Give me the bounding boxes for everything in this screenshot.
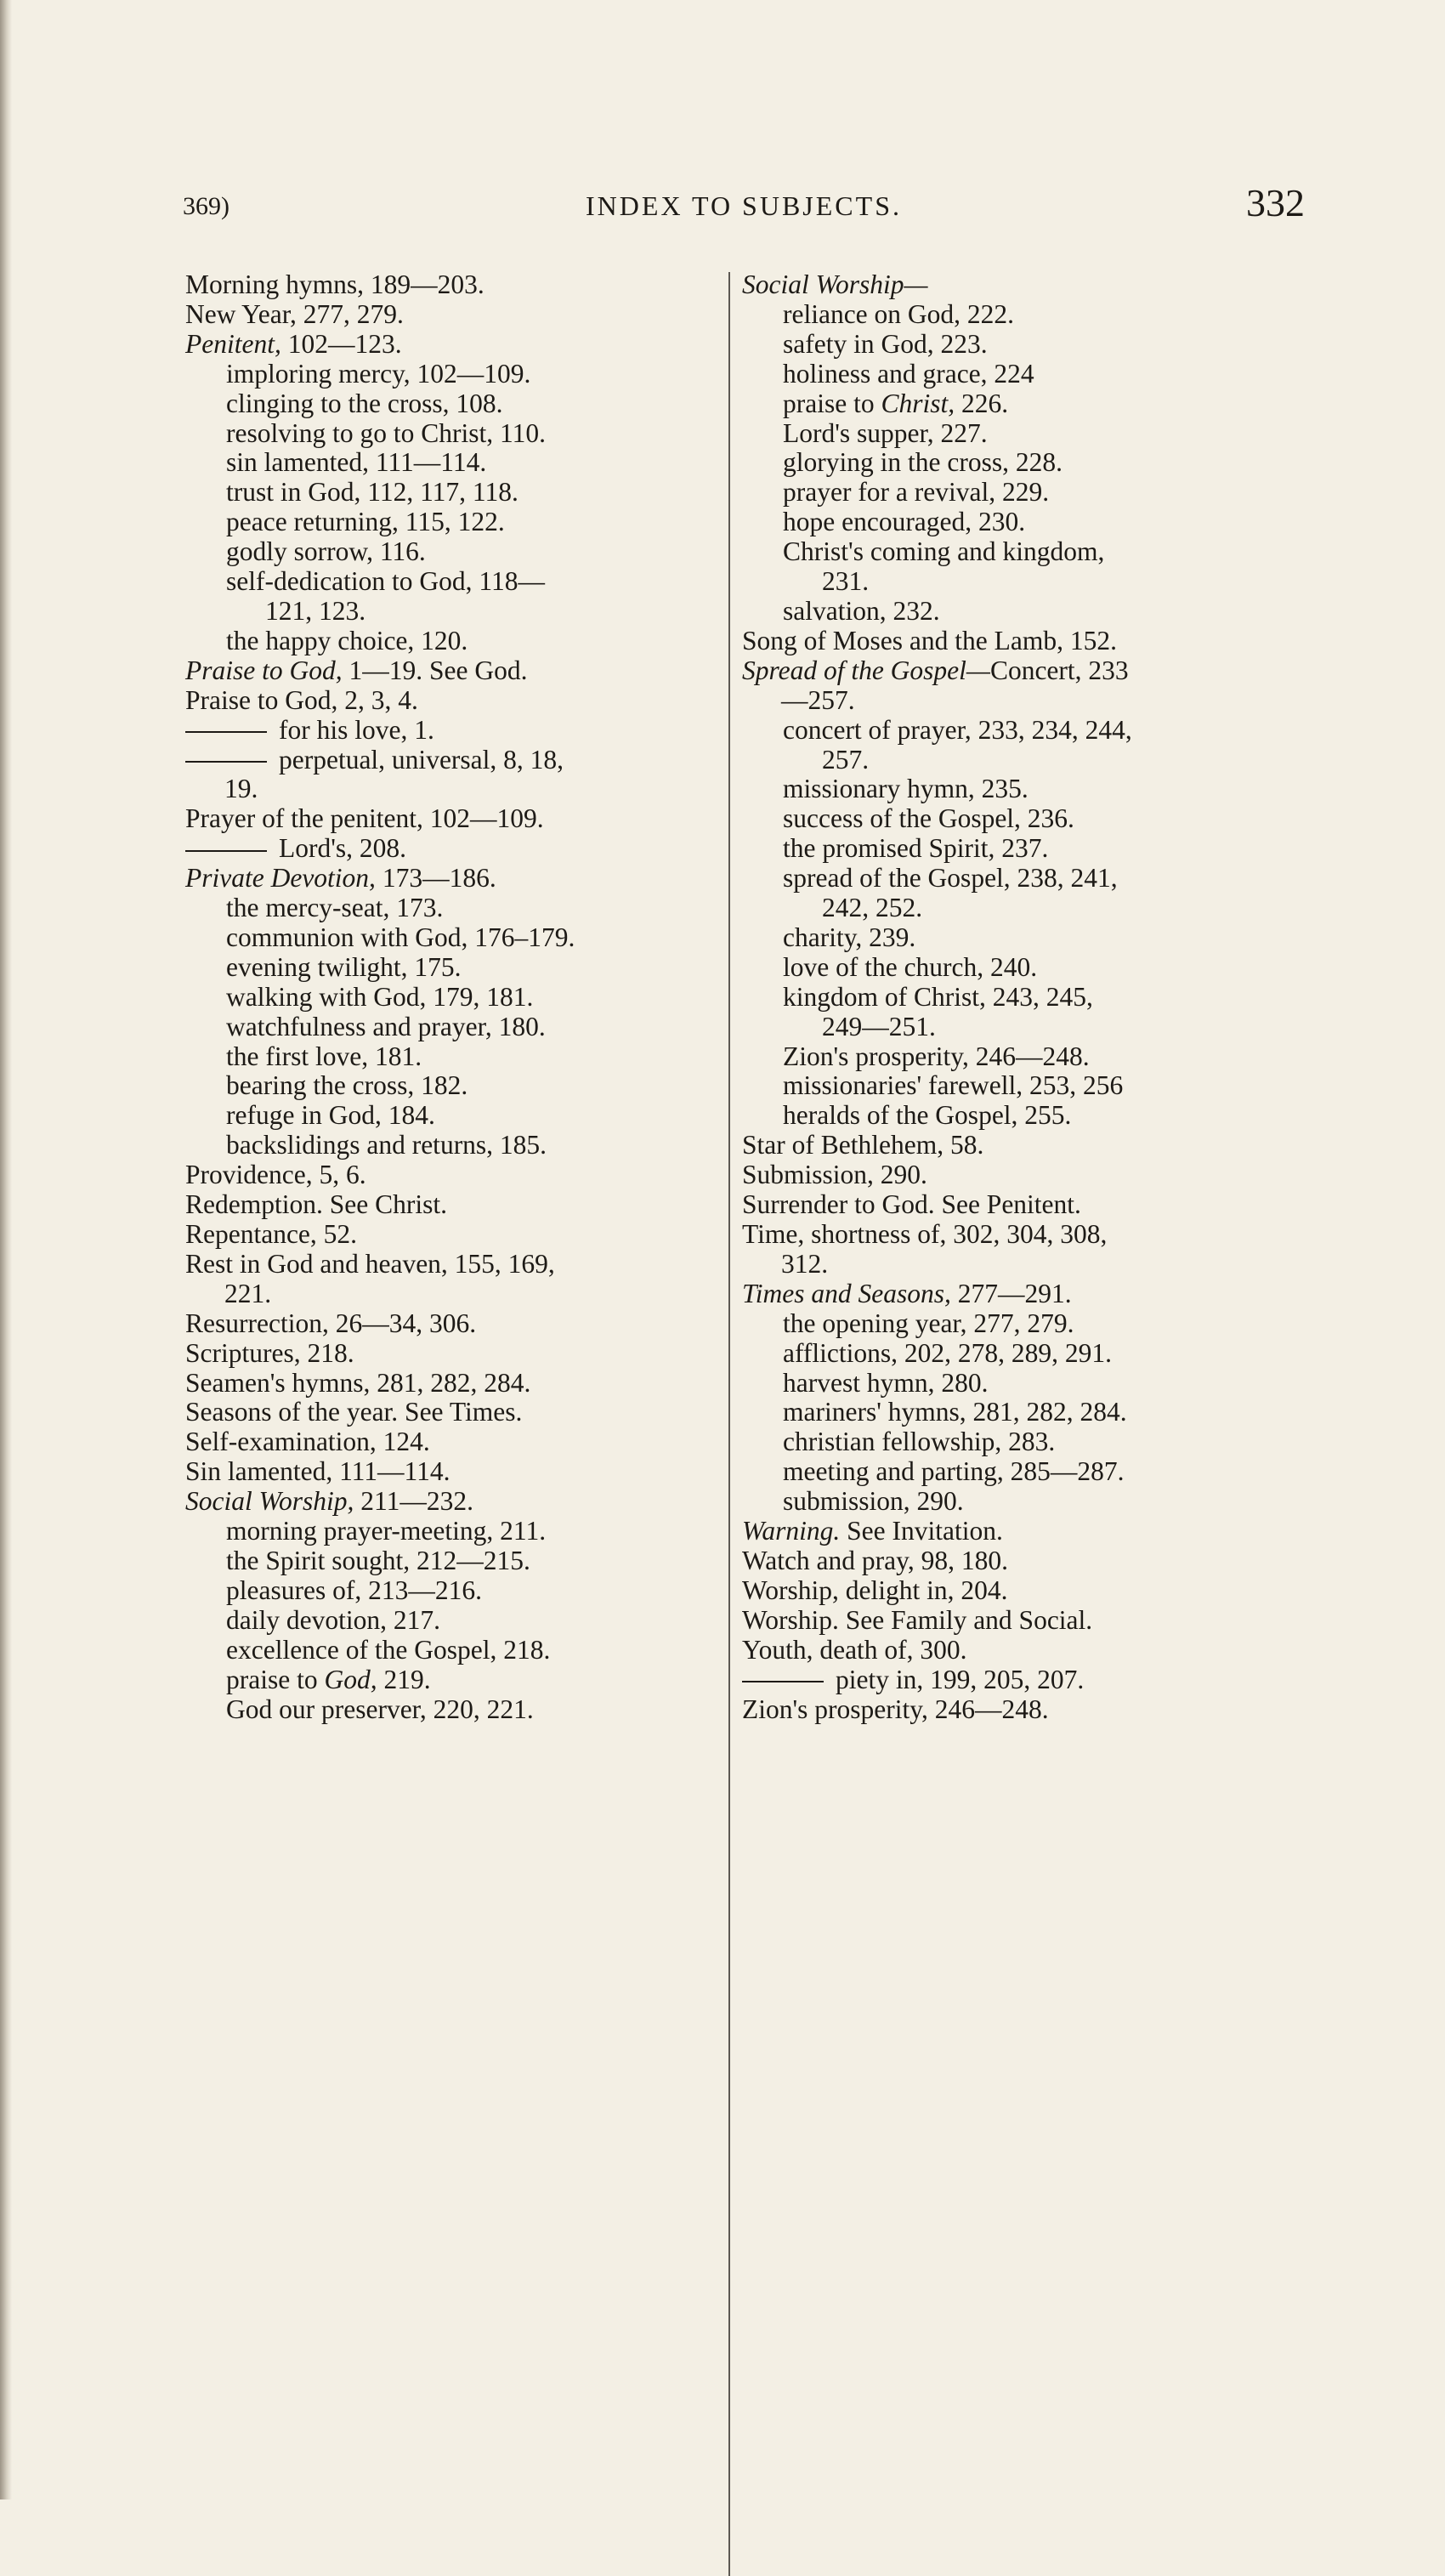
right-entry — [742, 1190, 1305, 1220]
page-number: 332 — [1246, 181, 1305, 224]
left-entry — [185, 686, 729, 716]
index-column-left — [185, 270, 729, 1724]
entry-text: the promised Spirit, 237. — [783, 833, 1049, 864]
right-entry — [742, 1369, 1305, 1399]
entry-references: 173—186. — [375, 863, 496, 894]
right-entry — [742, 1398, 1305, 1427]
entry-text: Time, shortness of, 302, 304, 308, — [742, 1219, 1108, 1249]
entry-text: excellence of the Gospel, 218. — [226, 1634, 551, 1665]
entry-text: 242, 252. — [822, 893, 923, 923]
index-column-right — [742, 270, 1305, 1724]
right-entry — [742, 1695, 1305, 1725]
entry-text: evening twilight, 175. — [226, 951, 462, 982]
entry-text: —257. — [781, 684, 855, 715]
right-entry — [742, 270, 1305, 300]
entry-text: Morning hymns, 189—203. — [185, 270, 484, 299]
right-entry — [742, 1487, 1305, 1517]
folio-left: 369) — [183, 192, 230, 220]
entry-text: Seamen's hymns, 281, 282, 284. — [185, 1367, 531, 1398]
right-entry — [742, 389, 1305, 419]
left-entry — [185, 300, 729, 330]
right-entry — [742, 1071, 1305, 1101]
entry-text: bearing the cross, 182. — [226, 1070, 468, 1101]
right-entry — [742, 1457, 1305, 1487]
right-entry — [742, 419, 1305, 449]
left-entry — [185, 1398, 729, 1427]
entry-references: 211—232. — [354, 1486, 473, 1517]
right-entry — [742, 864, 1305, 894]
left-entry — [185, 567, 729, 597]
left-entry — [185, 716, 729, 746]
entry-text: praise to — [226, 1664, 325, 1694]
right-entry — [742, 983, 1305, 1013]
right-entry — [742, 894, 1305, 923]
entry-text: Submission, 290. — [742, 1160, 927, 1190]
entry-text: Providence, 5, 6. — [185, 1160, 366, 1190]
entry-text: Worship. See Family and Social. — [742, 1604, 1093, 1635]
right-entry — [742, 1606, 1305, 1636]
entry-text: mariners' hymns, 281, 282, 284. — [783, 1397, 1127, 1427]
entry-text: Surrender to God. See Penitent. — [742, 1189, 1081, 1220]
left-entry — [185, 1131, 729, 1160]
entry-text: Prayer of the penitent, 102—109. — [185, 803, 544, 834]
entry-text: Lord's supper, 227. — [783, 417, 988, 448]
left-entry — [185, 656, 729, 686]
entry-references: 102—123. — [280, 328, 402, 359]
left-entry — [185, 389, 729, 419]
entry-text: charity, 239. — [783, 922, 916, 952]
entry-text: hope encouraged, 230. — [783, 507, 1026, 537]
entry-text: God our preserver, 220, 221. — [226, 1694, 534, 1724]
right-entry — [742, 716, 1305, 746]
entry-heading: Social Worship, — [185, 1486, 354, 1517]
entry-text: 257. — [822, 744, 870, 775]
entry-text: Resurrection, 26—34, 306. — [185, 1308, 477, 1338]
entry-text: self-dedication to God, 118— — [226, 566, 546, 597]
right-entry — [742, 656, 1305, 686]
entry-text: christian fellowship, 283. — [783, 1427, 1056, 1457]
entry-text: trust in God, 112, 117, 118. — [226, 477, 518, 508]
right-entry — [742, 1576, 1305, 1606]
left-entry — [185, 1517, 729, 1546]
ditto-dash — [742, 1681, 824, 1682]
entry-text: 19. — [224, 774, 258, 804]
entry-text: missionary hymn, 235. — [783, 774, 1028, 804]
right-entry — [742, 1160, 1305, 1190]
entry-text: the first love, 181. — [226, 1041, 422, 1071]
entry-text: 312. — [781, 1248, 829, 1279]
entry-text: piety in, 199, 205, 207. — [836, 1664, 1085, 1694]
left-entry — [185, 1220, 729, 1250]
entry-text: Repentance, 52. — [185, 1219, 358, 1249]
left-entry — [185, 1457, 729, 1487]
entry-italic: God, — [324, 1664, 377, 1694]
right-entry — [742, 1546, 1305, 1576]
left-entry — [185, 864, 729, 894]
entry-text: the Spirit sought, 212—215. — [226, 1545, 530, 1575]
entry-text: harvest hymn, 280. — [783, 1367, 989, 1398]
left-entry — [185, 1279, 729, 1309]
entry-text: pleasures of, 213—216. — [226, 1575, 482, 1605]
entry-text: Star of Bethlehem, 58. — [742, 1130, 984, 1160]
entry-text: prayer for a revival, 229. — [783, 477, 1050, 508]
book-spine-edge — [0, 0, 12, 2499]
left-entry — [185, 1695, 729, 1725]
left-entry — [185, 1576, 729, 1606]
left-entry — [185, 1606, 729, 1636]
right-entry — [742, 953, 1305, 983]
entry-text: peace returning, 115, 122. — [226, 507, 505, 537]
entry-text: safety in God, 223. — [783, 328, 988, 359]
right-entry — [742, 923, 1305, 953]
entry-text: Sin lamented, 111—114. — [185, 1456, 450, 1487]
entry-text: clinging to the cross, 108. — [226, 388, 503, 418]
left-entry — [185, 1071, 729, 1101]
entry-text: glorying in the cross, 228. — [783, 447, 1062, 478]
right-entry — [742, 1013, 1305, 1042]
entry-text: backslidings and returns, 185. — [226, 1130, 547, 1160]
right-entry — [742, 686, 1305, 716]
entry-text: holiness and grace, 224 — [783, 358, 1034, 389]
right-entry — [742, 1309, 1305, 1339]
entry-text: meeting and parting, 285—287. — [783, 1456, 1125, 1487]
column-divider — [728, 272, 730, 2576]
right-entry — [742, 627, 1305, 656]
entry-text: spread of the Gospel, 238, 241, — [783, 863, 1118, 894]
entry-text: success of the Gospel, 236. — [783, 803, 1074, 834]
right-entry — [742, 1517, 1305, 1546]
right-entry — [742, 448, 1305, 478]
entry-text: reliance on God, 222. — [783, 298, 1015, 329]
entry-text: Self-examination, 124. — [185, 1427, 430, 1457]
left-entry — [185, 1013, 729, 1042]
entry-text: Redemption. See Christ. — [185, 1189, 447, 1220]
entry-text: refuge in God, 184. — [226, 1100, 435, 1131]
entry-references: See Invitation. — [840, 1516, 1003, 1546]
entry-text: the opening year, 277, 279. — [783, 1308, 1074, 1338]
entry-text: Christ's coming and kingdom, — [783, 536, 1105, 567]
left-entry — [185, 775, 729, 804]
left-entry — [185, 478, 729, 508]
left-entry — [185, 834, 729, 864]
entry-heading: Times and Seasons, — [742, 1278, 951, 1308]
entry-text: resolving to go to Christ, 110. — [226, 417, 546, 448]
entry-text: Youth, death of, 300. — [742, 1634, 967, 1665]
entry-text: submission, 290. — [783, 1486, 964, 1517]
left-entry — [185, 983, 729, 1013]
entry-italic: Christ, — [881, 388, 955, 418]
left-entry — [185, 1339, 729, 1369]
entry-text: Rest in God and heaven, 155, 169, — [185, 1248, 555, 1279]
left-entry — [185, 804, 729, 834]
entry-text: sin lamented, 111—114. — [226, 447, 487, 478]
entry-text: Praise to God, 2, 3, 4. — [185, 684, 418, 715]
entry-text: the mercy-seat, 173. — [226, 893, 444, 923]
entry-text: 231. — [822, 566, 870, 597]
entry-text: heralds of the Gospel, 255. — [783, 1100, 1072, 1131]
entry-text: 221. — [224, 1278, 272, 1308]
left-entry — [185, 1042, 729, 1072]
right-entry — [742, 1042, 1305, 1072]
entry-text: praise to — [783, 388, 881, 418]
left-entry — [185, 894, 729, 923]
entry-text: Zion's prosperity, 246—248. — [742, 1694, 1049, 1724]
entry-text: Worship, delight in, 204. — [742, 1575, 1008, 1605]
entry-references: 226. — [955, 388, 1009, 418]
page-header — [183, 180, 1305, 231]
entry-text: 249—251. — [822, 1011, 936, 1041]
right-entry — [742, 804, 1305, 834]
right-entry — [742, 567, 1305, 597]
entry-text: missionaries' farewell, 253, 256 — [783, 1070, 1124, 1101]
left-entry — [185, 537, 729, 567]
right-entry — [742, 834, 1305, 864]
right-entry — [742, 1339, 1305, 1369]
entry-text: Scriptures, 218. — [185, 1337, 354, 1368]
right-entry — [742, 1250, 1305, 1279]
left-entry — [185, 1190, 729, 1220]
right-entry — [742, 537, 1305, 567]
right-entry — [742, 597, 1305, 627]
entry-references: 277—291. — [950, 1278, 1072, 1308]
right-entry — [742, 746, 1305, 775]
left-entry — [185, 1546, 729, 1576]
right-entry — [742, 1665, 1305, 1695]
entry-references: 1—19. See God. — [342, 655, 528, 685]
right-entry — [742, 508, 1305, 537]
right-entry — [742, 300, 1305, 330]
entry-text: kingdom of Christ, 243, 245, — [783, 981, 1093, 1012]
entry-text: Seasons of the year. See Times. — [185, 1397, 523, 1427]
ditto-dash — [185, 731, 267, 733]
left-entry — [185, 1309, 729, 1339]
entry-text: love of the church, 240. — [783, 951, 1038, 982]
entry-heading: Warning. — [742, 1516, 841, 1546]
right-entry — [742, 1279, 1305, 1309]
right-entry — [742, 1636, 1305, 1665]
entry-text: daily devotion, 217. — [226, 1604, 440, 1635]
entry-text: imploring mercy, 102—109. — [226, 358, 531, 389]
right-entry — [742, 478, 1305, 508]
entry-heading: Private Devotion, — [185, 863, 376, 894]
entry-text: concert of prayer, 233, 234, 244, — [783, 714, 1132, 745]
entry-text: communion with God, 176–179. — [226, 922, 575, 952]
entry-heading: Social Worship— — [742, 270, 928, 299]
right-entry — [742, 330, 1305, 360]
entry-text: afflictions, 202, 278, 289, 291. — [783, 1337, 1113, 1368]
left-entry — [185, 1636, 729, 1665]
right-entry — [742, 1101, 1305, 1131]
entry-text: 121, 123. — [265, 595, 366, 626]
ditto-dash — [185, 761, 267, 763]
right-entry — [742, 1131, 1305, 1160]
left-entry — [185, 1101, 729, 1131]
entry-text: watchfulness and prayer, 180. — [226, 1011, 546, 1041]
entry-text: Zion's prosperity, 246—248. — [783, 1041, 1090, 1071]
left-entry — [185, 419, 729, 449]
entry-text: perpetual, universal, 8, 18, — [279, 744, 564, 775]
entry-text: walking with God, 179, 181. — [226, 981, 534, 1012]
left-entry — [185, 1665, 729, 1695]
entry-text: morning prayer-meeting, 211. — [226, 1516, 547, 1546]
entry-heading: Praise to God, — [185, 655, 343, 685]
left-entry — [185, 953, 729, 983]
entry-text: New Year, 277, 279. — [185, 298, 404, 329]
entry-text: Lord's, 208. — [279, 833, 407, 864]
entry-references: 219. — [377, 1664, 431, 1694]
left-entry — [185, 746, 729, 775]
right-entry — [742, 360, 1305, 389]
left-entry — [185, 1160, 729, 1190]
entry-references: Concert, 233 — [989, 655, 1129, 685]
entry-text: Watch and pray, 98, 180. — [742, 1545, 1008, 1575]
right-entry — [742, 775, 1305, 804]
left-entry — [185, 330, 729, 360]
left-entry — [185, 627, 729, 656]
left-entry — [185, 597, 729, 627]
entry-heading: Penitent, — [185, 328, 281, 359]
entry-text: for his love, 1. — [279, 714, 434, 745]
left-entry — [185, 1487, 729, 1517]
entry-text: godly sorrow, 116. — [226, 536, 426, 567]
ditto-dash — [185, 850, 267, 852]
left-entry — [185, 1369, 729, 1399]
right-entry — [742, 1427, 1305, 1457]
left-entry — [185, 923, 729, 953]
entry-text: Song of Moses and the Lamb, 152. — [742, 625, 1117, 655]
entry-heading: Spread of the Gospel— — [742, 655, 990, 685]
left-entry — [185, 448, 729, 478]
left-entry — [185, 270, 729, 300]
entry-text: salvation, 232. — [783, 595, 940, 626]
left-entry — [185, 508, 729, 537]
left-entry — [185, 360, 729, 389]
right-entry — [742, 1220, 1305, 1250]
entry-text: the happy choice, 120. — [226, 625, 468, 655]
running-title: INDEX TO SUBJECTS. — [586, 190, 902, 221]
left-entry — [185, 1427, 729, 1457]
left-entry — [185, 1250, 729, 1279]
